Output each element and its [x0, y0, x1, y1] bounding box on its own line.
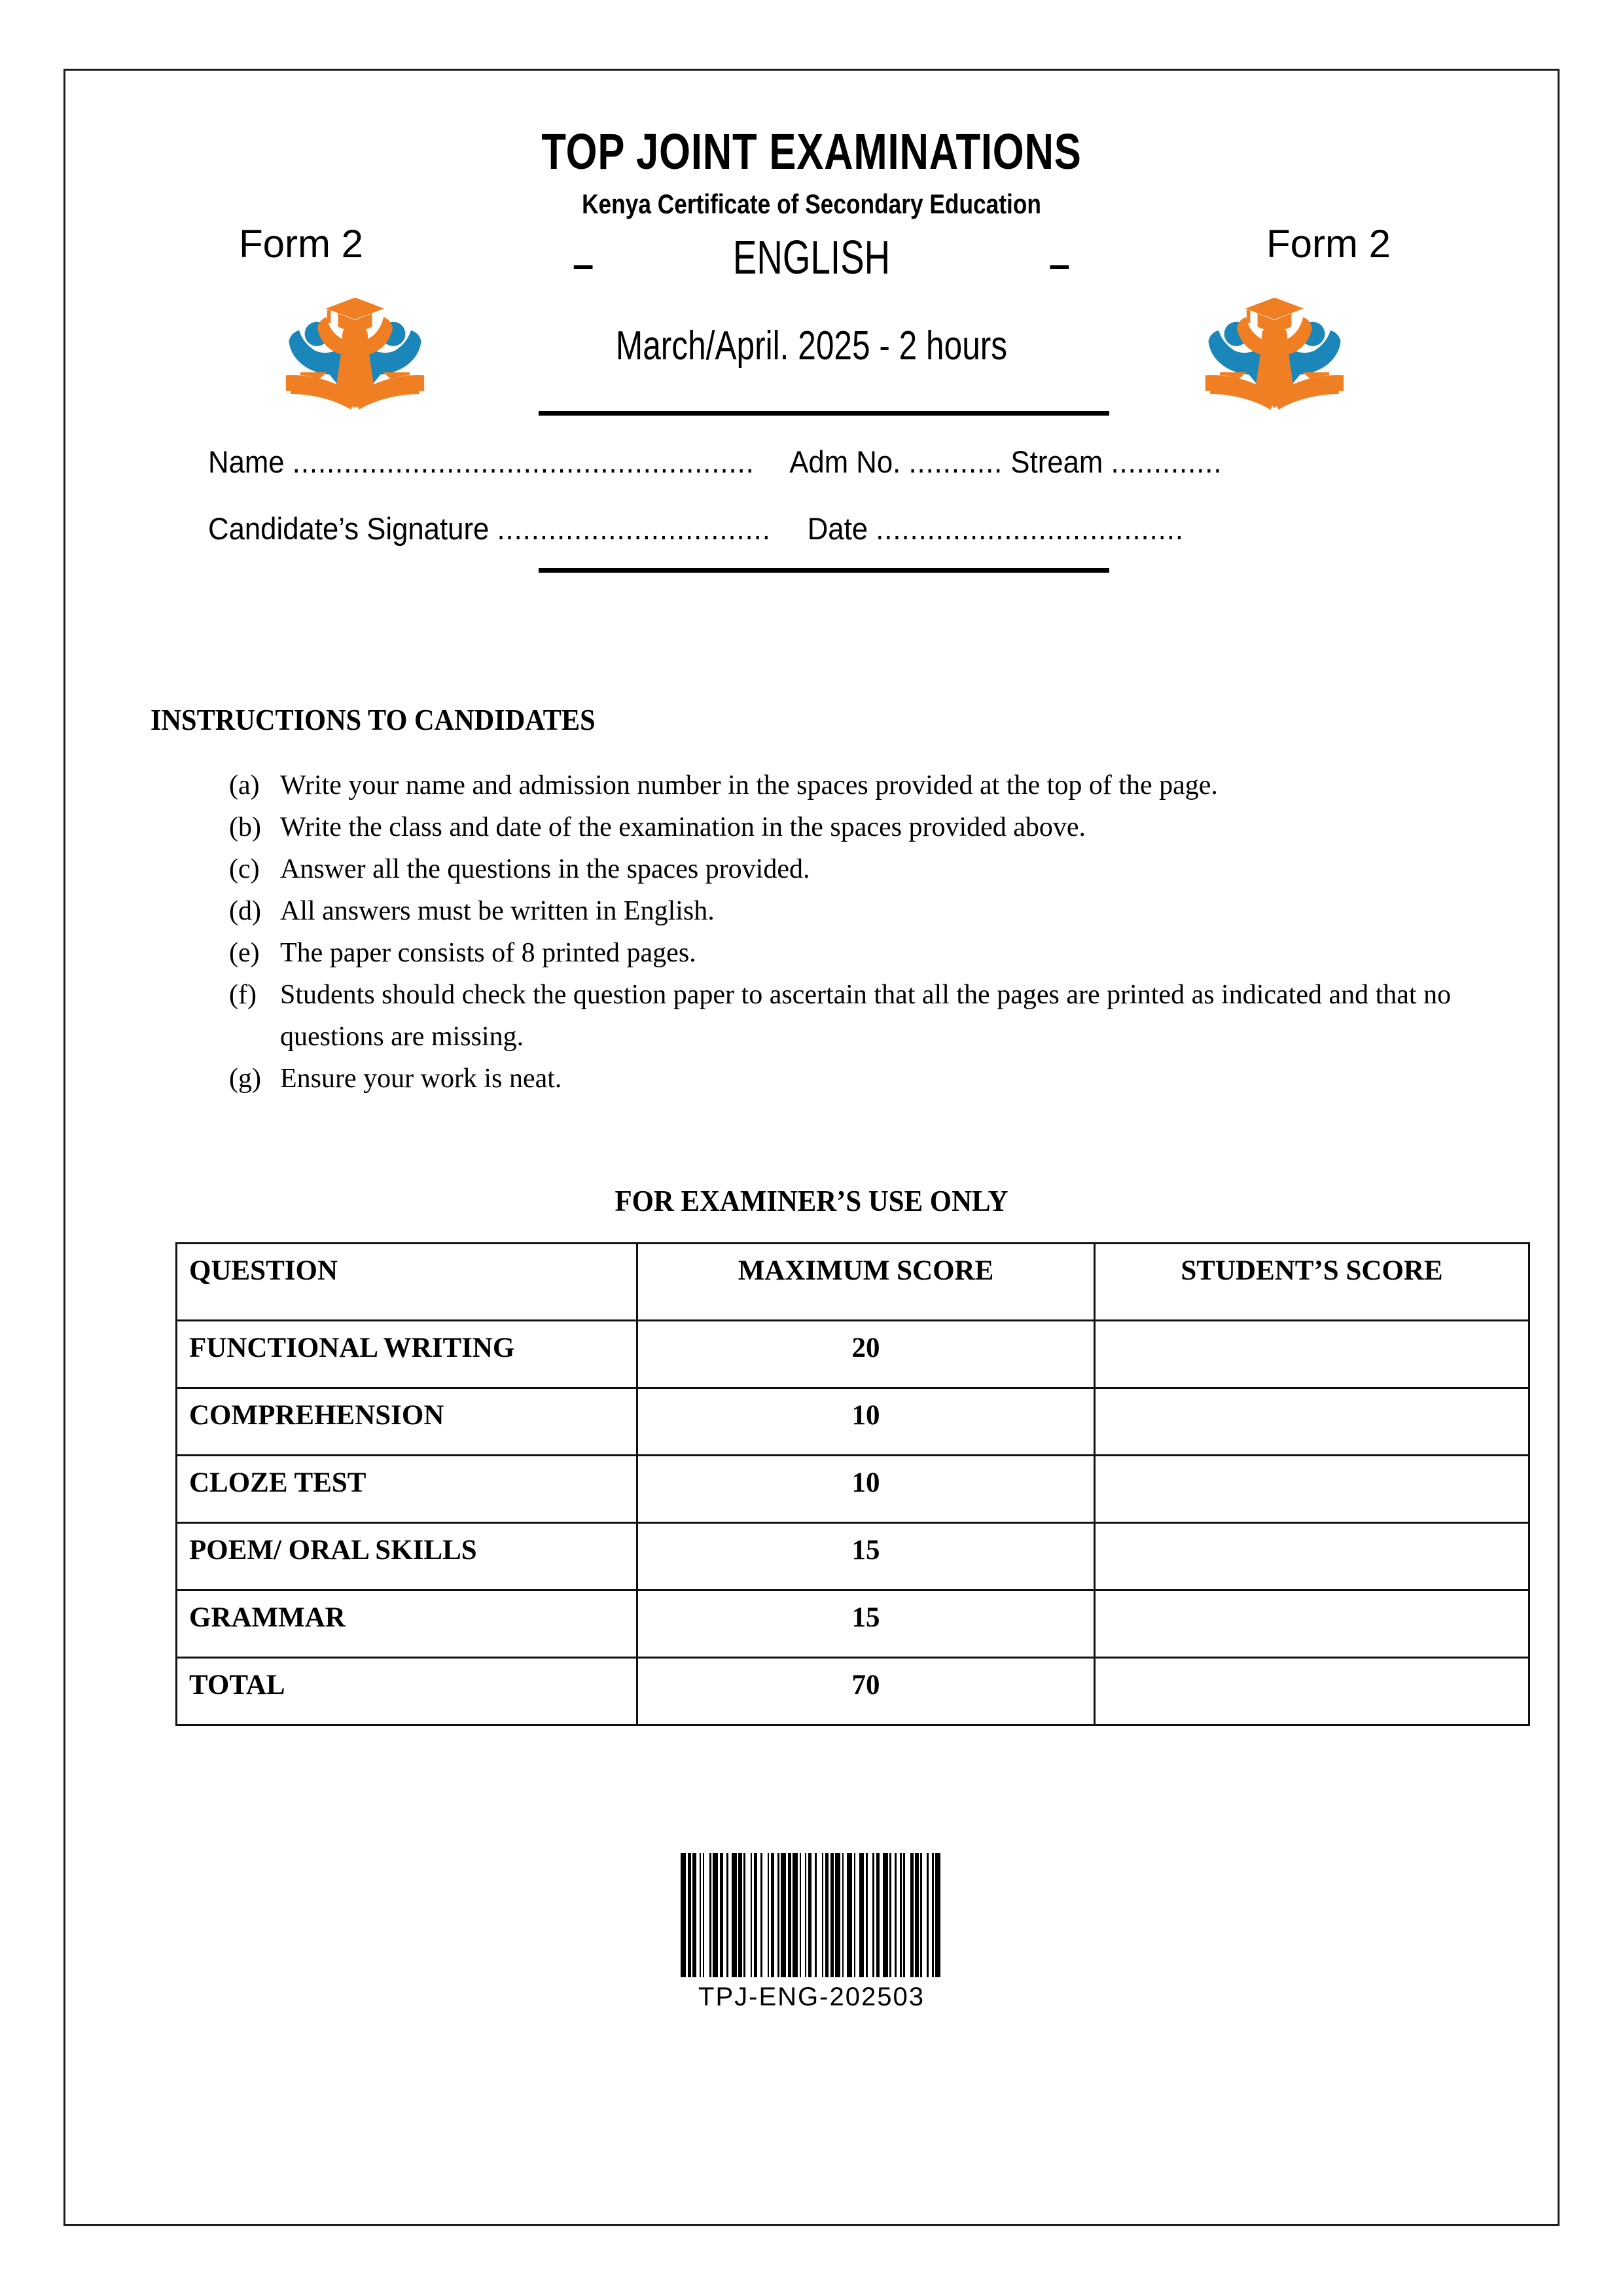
- education-logo-right: [1201, 287, 1348, 411]
- instruction-item: [229, 764, 1472, 806]
- instruction-text: The paper consists of 8 printed pages.: [280, 938, 696, 968]
- exam-title: TOP JOINT EXAMINATIONS: [541, 124, 1082, 180]
- maximum-score-cell: 70: [637, 1658, 1095, 1725]
- instruction-text: Write the class and date of the examination in the spaces provided above.: [280, 812, 1086, 842]
- page-sheet: [63, 69, 1560, 2226]
- question-cell: GRAMMAR: [177, 1590, 637, 1658]
- question-cell: CLOZE TEST: [177, 1456, 637, 1523]
- subject-name: ENGLISH: [732, 232, 891, 284]
- table-row: [177, 1456, 1529, 1523]
- table-row: [177, 1658, 1529, 1725]
- instruction-label: (c): [229, 854, 260, 884]
- maximum-score-cell: 20: [637, 1321, 1095, 1388]
- barcode-label: TPJ-ENG-202503: [698, 1982, 925, 2011]
- form-level-right: Form 2: [1266, 222, 1391, 266]
- dash-right: –: [1048, 243, 1070, 286]
- instructions-heading: INSTRUCTIONS TO CANDIDATES: [151, 703, 596, 736]
- instruction-text: Answer all the questions in the spaces provided.: [280, 854, 810, 884]
- student-score-cell[interactable]: [1095, 1456, 1529, 1523]
- name-label: Name: [208, 444, 285, 479]
- header-rule-bottom: [539, 568, 1109, 573]
- instruction-text: Students should check the question paper to ascertain that all the pages are printed as indicated and that no questions are missing.: [280, 980, 1452, 1052]
- examiner-score-table: [175, 1242, 1530, 1726]
- maximum-score-cell: 15: [637, 1590, 1095, 1658]
- candidate-signature-line: [208, 511, 1184, 547]
- instruction-text: Write your name and admission number in the spaces provided at the top of the page.: [280, 770, 1218, 800]
- adm-label: Adm No.: [789, 444, 901, 479]
- instruction-label: (e): [229, 938, 260, 968]
- student-score-cell[interactable]: [1095, 1321, 1529, 1388]
- question-cell: COMPREHENSION: [177, 1388, 637, 1456]
- table-row: [177, 1590, 1529, 1658]
- date-label: Date: [807, 511, 868, 546]
- instruction-label: (b): [229, 812, 261, 842]
- exam-datetime: March/April. 2025 - 2 hours: [615, 323, 1008, 368]
- column-header: STUDENT’S SCORE: [1095, 1244, 1529, 1321]
- education-logo-left: [281, 287, 429, 411]
- instruction-item: [229, 932, 1472, 974]
- instruction-item: [229, 848, 1472, 890]
- header-rule-top: [539, 411, 1109, 416]
- stream-label: Stream: [1010, 444, 1103, 479]
- instruction-label: (g): [229, 1064, 261, 1094]
- form-level-left: Form 2: [239, 222, 364, 266]
- instruction-text: Ensure your work is neat.: [280, 1064, 562, 1094]
- barcode-image: [681, 1853, 942, 1977]
- dash-left: –: [573, 243, 594, 286]
- instruction-item: [229, 1058, 1472, 1100]
- exam-subtitle: Kenya Certificate of Secondary Education: [582, 188, 1041, 219]
- question-cell: POEM/ ORAL SKILLS: [177, 1523, 637, 1590]
- student-score-cell[interactable]: [1095, 1590, 1529, 1658]
- table-row: [177, 1523, 1529, 1590]
- date-input[interactable]: ....................................: [876, 511, 1184, 546]
- stream-input[interactable]: .............: [1111, 444, 1222, 479]
- column-header: MAXIMUM SCORE: [637, 1244, 1095, 1321]
- student-score-cell[interactable]: [1095, 1388, 1529, 1456]
- instruction-label: (d): [229, 896, 261, 926]
- maximum-score-cell: 10: [637, 1388, 1095, 1456]
- instruction-item: [229, 890, 1472, 932]
- signature-label: Candidate’s Signature: [208, 511, 490, 546]
- student-score-cell[interactable]: [1095, 1523, 1529, 1590]
- table-header-row: [177, 1244, 1529, 1321]
- signature-input[interactable]: ................................: [497, 511, 771, 546]
- maximum-score-cell: 10: [637, 1456, 1095, 1523]
- instruction-text: All answers must be written in English.: [280, 896, 715, 926]
- column-header: QUESTION: [177, 1244, 637, 1321]
- table-row: [177, 1388, 1529, 1456]
- question-cell: FUNCTIONAL WRITING: [177, 1321, 637, 1388]
- candidate-name-line: [208, 444, 1222, 480]
- barcode-block: [65, 1844, 1558, 2012]
- examiner-use-heading: FOR EXAMINER’S USE ONLY: [615, 1184, 1008, 1217]
- adm-input[interactable]: ...........: [908, 444, 1003, 479]
- name-input[interactable]: ......................................................: [292, 444, 755, 479]
- instruction-item: [229, 974, 1472, 1058]
- table-row: [177, 1321, 1529, 1388]
- instruction-label: (f): [229, 980, 257, 1010]
- instruction-item: [229, 806, 1472, 848]
- maximum-score-cell: 15: [637, 1523, 1095, 1590]
- student-score-cell[interactable]: [1095, 1658, 1529, 1725]
- question-cell: TOTAL: [177, 1658, 637, 1725]
- instructions-list: [229, 764, 1472, 1100]
- instruction-label: (a): [229, 770, 260, 800]
